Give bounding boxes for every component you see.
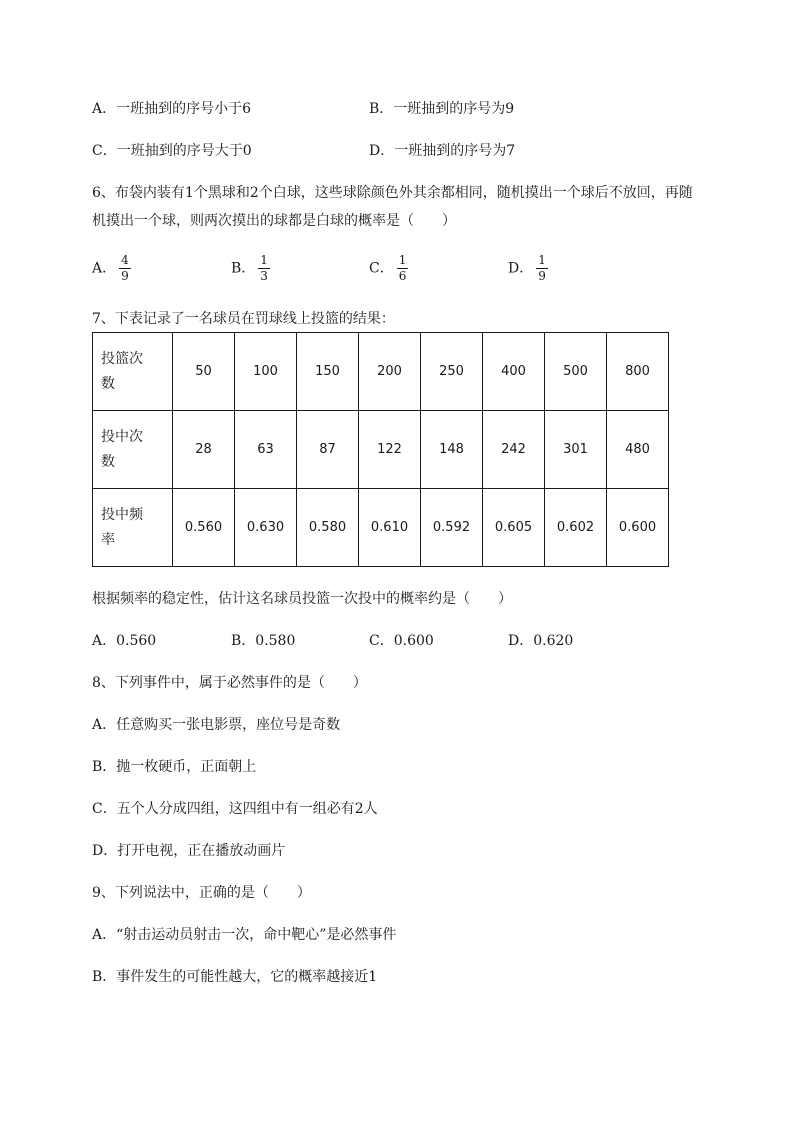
q9-stem: 9、下列说法中，正确的是（ ） — [92, 885, 311, 901]
table-cell: 200 — [359, 333, 421, 411]
numerator: 1 — [260, 253, 268, 267]
header-part: 数 — [101, 375, 115, 392]
header-part: 率 — [101, 531, 115, 548]
numerator: 1 — [538, 253, 546, 267]
table-cell: 0.605 — [483, 489, 545, 567]
table-row — [93, 411, 669, 489]
table-cell: 28 — [173, 411, 235, 489]
denominator: 6 — [398, 269, 407, 283]
table-row — [93, 333, 669, 411]
q8-stem: 8、下列事件中，属于必然事件的是（ ） — [92, 675, 367, 691]
fraction — [119, 254, 131, 283]
q6-option-b — [231, 254, 270, 283]
denominator: 9 — [121, 269, 129, 283]
fraction — [258, 254, 270, 283]
numerator: 4 — [121, 253, 129, 267]
table-cell: 0.610 — [359, 489, 421, 567]
row-header — [93, 333, 173, 411]
table-cell: 250 — [421, 333, 483, 411]
q8-option-a: A．任意购买一张电影票，座位号是奇数 — [92, 717, 341, 733]
table-cell: 63 — [235, 411, 297, 489]
table-cell: 400 — [483, 333, 545, 411]
table-cell: 87 — [297, 411, 359, 489]
table-cell: 0.592 — [421, 489, 483, 567]
fraction — [536, 254, 548, 283]
q9-option-b: B．事件发生的可能性越大，它的概率越接近1 — [92, 969, 378, 985]
table-cell: 148 — [421, 411, 483, 489]
header-part: 投中频 — [101, 506, 143, 523]
q5-option-a: A．一班抽到的序号小于6 — [92, 101, 252, 117]
table-cell: 301 — [545, 411, 607, 489]
q7-option-c: C．0.600 — [369, 633, 434, 649]
free-throw-table — [92, 332, 669, 567]
q7-stem: 7、下表记录了一名球员在罚球线上投篮的结果： — [92, 311, 395, 327]
table-cell: 500 — [545, 333, 607, 411]
table-cell: 0.560 — [173, 489, 235, 567]
table-cell: 480 — [607, 411, 669, 489]
option-label: C． — [369, 260, 394, 277]
table-cell: 0.602 — [545, 489, 607, 567]
q7-option-d: D．0.620 — [508, 633, 574, 649]
row-header — [93, 411, 173, 489]
q9-option-a: A．“射击运动员射击一次，命中靶心”是必然事件 — [92, 927, 397, 943]
table-cell: 100 — [235, 333, 297, 411]
table-cell: 800 — [607, 333, 669, 411]
numerator: 1 — [398, 253, 407, 267]
header-part: 数 — [101, 453, 115, 470]
option-label: A． — [92, 260, 117, 277]
q6-stem-line2: 机摸出一个球，则两次摸出的球都是白球的概率是（ ） — [92, 213, 456, 229]
row-header — [93, 489, 173, 567]
table-cell: 0.580 — [297, 489, 359, 567]
table-cell: 150 — [297, 333, 359, 411]
q7-question: 根据频率的稳定性，估计这名球员投篮一次投中的概率约是（ ） — [92, 591, 512, 607]
table-cell: 0.600 — [607, 489, 669, 567]
table-cell: 242 — [483, 411, 545, 489]
fraction — [397, 254, 409, 283]
option-label: D． — [508, 260, 534, 277]
table-cell: 122 — [359, 411, 421, 489]
q6-option-a — [92, 254, 131, 283]
q7-option-a: A．0.560 — [92, 633, 157, 649]
table-cell: 50 — [173, 333, 235, 411]
q6-option-d — [508, 254, 548, 283]
header-part: 投篮次 — [101, 350, 143, 367]
q5-option-c: C．一班抽到的序号大于0 — [92, 143, 252, 159]
q8-option-d: D．打开电视，正在播放动画片 — [92, 843, 286, 859]
table-cell: 0.630 — [235, 489, 297, 567]
denominator: 9 — [538, 269, 546, 283]
q6-stem-line1: 6、布袋内装有1个黑球和2个白球，这些球除颜色外其余都相同，随机摸出一个球后不放回，再随 — [92, 185, 693, 201]
q6-option-c — [369, 254, 408, 283]
option-label: B． — [231, 260, 256, 277]
q8-option-b: B．抛一枚硬币，正面朝上 — [92, 759, 257, 775]
table-row — [93, 489, 669, 567]
q5-option-b: B．一班抽到的序号为9 — [369, 101, 515, 117]
q8-option-c: C．五个人分成四组，这四组中有一组必有2人 — [92, 801, 378, 817]
q5-option-d: D．一班抽到的序号为7 — [369, 143, 516, 159]
denominator: 3 — [260, 269, 268, 283]
q7-option-b: B．0.580 — [231, 633, 296, 649]
header-part: 投中次 — [101, 428, 143, 445]
